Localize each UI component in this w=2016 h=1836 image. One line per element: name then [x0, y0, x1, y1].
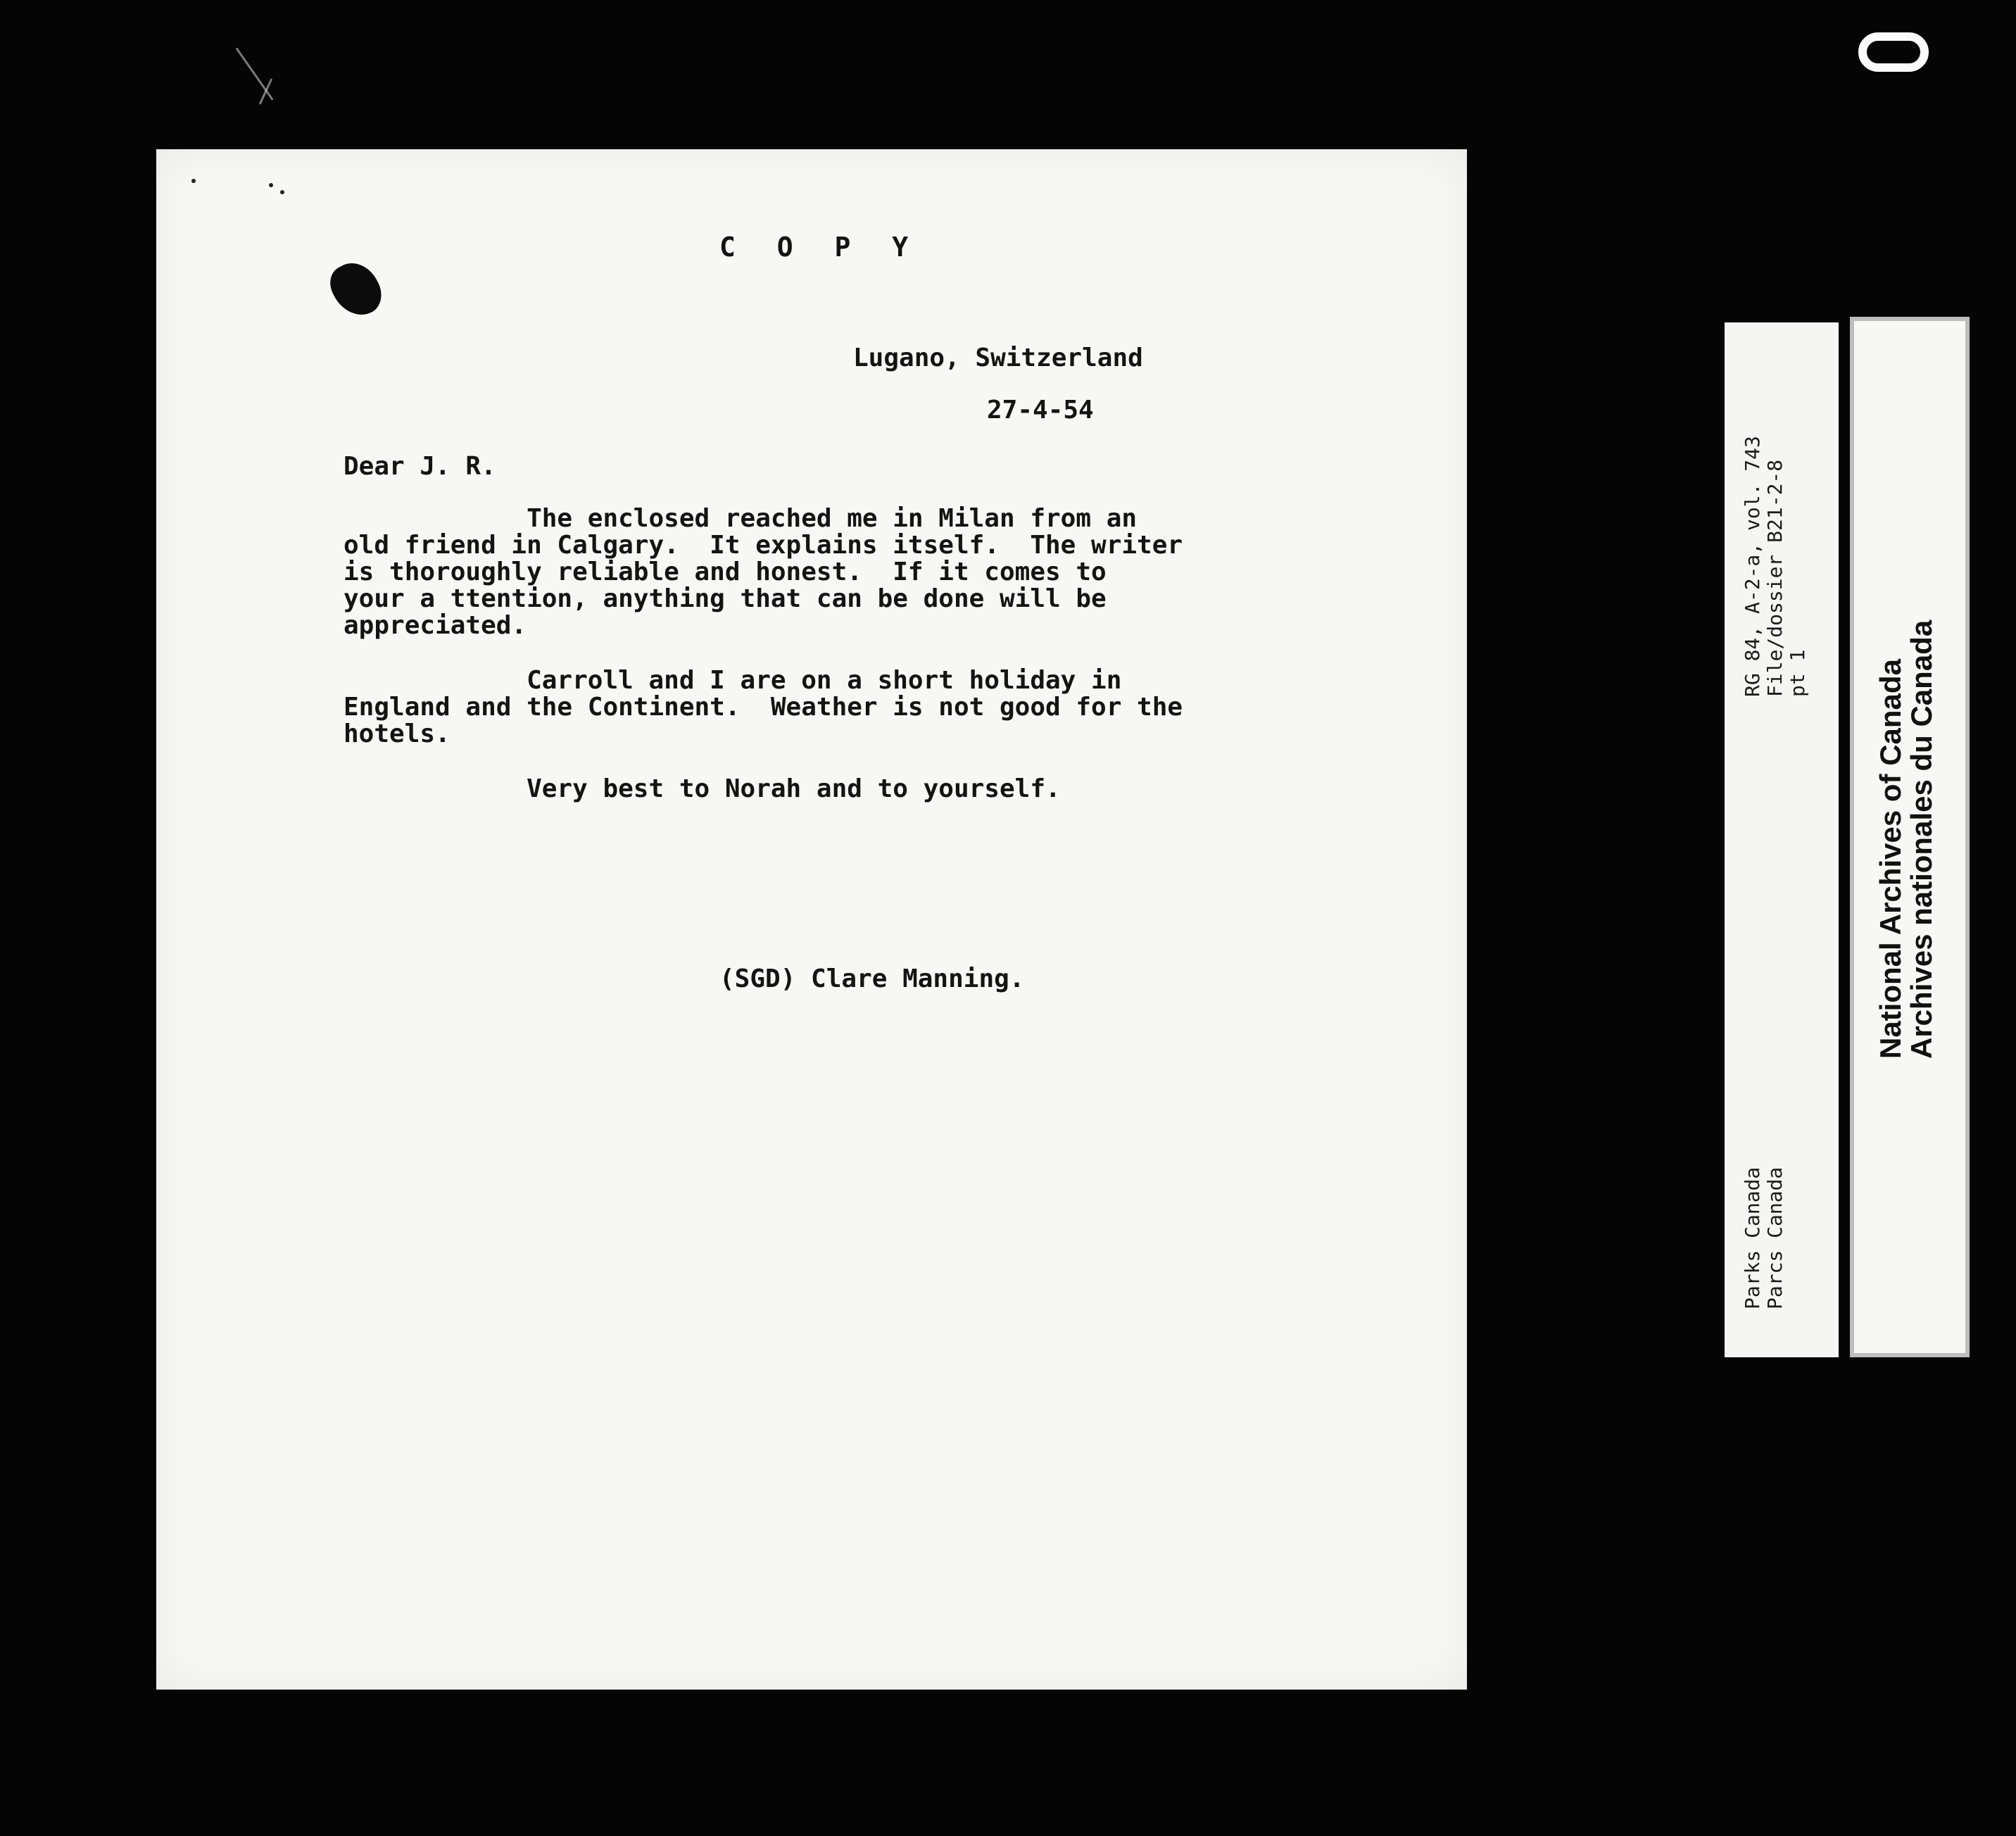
reference-line: File/dossier B21-2-8: [1763, 459, 1787, 697]
film-scratch: [235, 47, 273, 100]
copy-heading: C O P Y: [719, 232, 921, 263]
letter-salutation: Dear J. R.: [344, 452, 496, 481]
paragraph-line: The enclosed reached me in Milan from an: [344, 504, 1138, 533]
letter-closing: Very best to Norah and to yourself.: [344, 774, 1061, 803]
letter-date: 27-4-54: [987, 396, 1094, 425]
archives-institution-label: [1850, 317, 1970, 1357]
letter-place: Lugano, Switzerland: [853, 344, 1143, 372]
ink-blot: [323, 255, 389, 325]
paragraph-line: hotels.: [344, 719, 451, 748]
letter-signature: (SGD) Clare Manning.: [719, 964, 1025, 993]
reference-line: RG 84, A-2-a, vol. 743: [1741, 436, 1764, 697]
institution-line: Archives nationales du Canada: [1905, 620, 1938, 1059]
agency-line: Parks Canada: [1741, 1167, 1764, 1309]
archive-reference-label: [1725, 322, 1839, 1357]
paragraph-line: Carroll and I are on a short holiday in: [344, 666, 1122, 695]
frame-marker-icon: [1858, 32, 1929, 72]
letter-sheet: [156, 149, 1467, 1690]
paragraph-line: your a ttention, anything that can be done will be: [344, 584, 1107, 613]
paragraph-line: old friend in Calgary. It explains itself. The writer: [344, 531, 1183, 560]
paragraph-line: England and the Continent. Weather is not good for the: [344, 693, 1183, 722]
paper-speck: [280, 190, 284, 194]
paper-speck: [269, 183, 273, 187]
reference-line: pt 1: [1786, 649, 1809, 697]
agency-line: Parcs Canada: [1763, 1167, 1787, 1309]
paragraph-line: appreciated.: [344, 611, 527, 640]
paper-speck: [191, 179, 196, 183]
paragraph-line: is thoroughly reliable and honest. If it comes to: [344, 558, 1107, 586]
institution-line: National Archives of Canada: [1874, 659, 1907, 1059]
